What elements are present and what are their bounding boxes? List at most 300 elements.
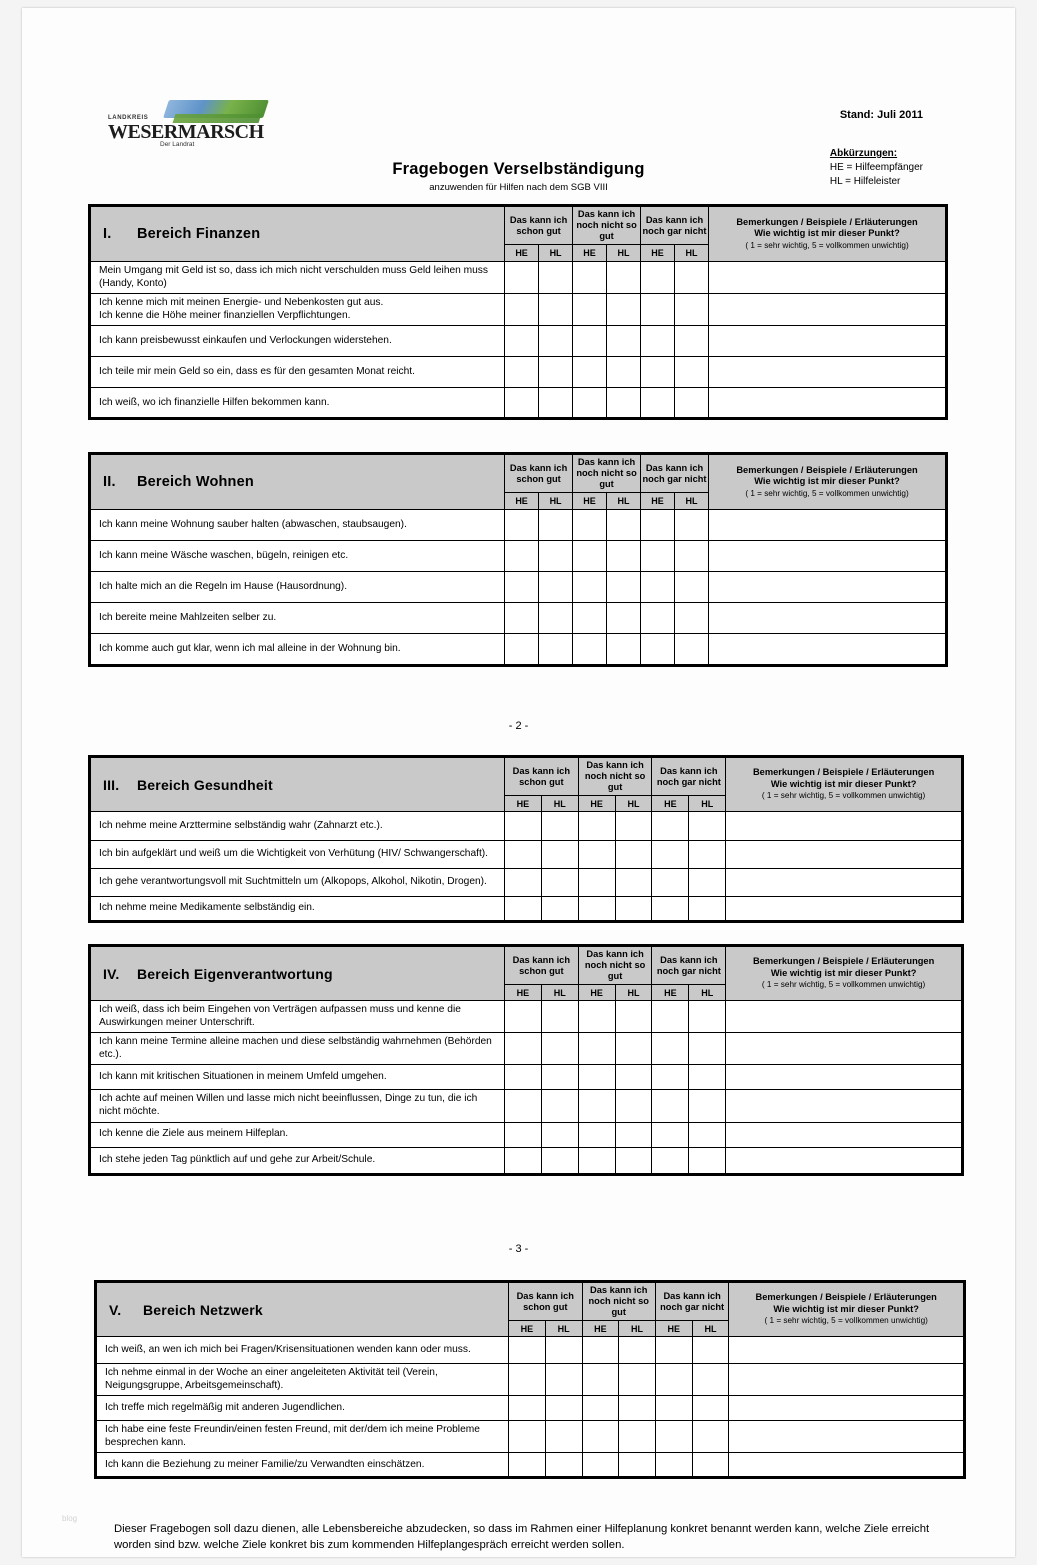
answer-checkbox-cell[interactable] (505, 357, 539, 388)
answer-checkbox-cell[interactable] (582, 1364, 619, 1396)
answer-checkbox-cell[interactable] (652, 1065, 689, 1090)
section-title-cell (97, 1283, 509, 1337)
subcolumn-header-he-3: HE (652, 796, 689, 812)
answer-checkbox-cell[interactable] (539, 294, 573, 326)
remarks-column-header (726, 758, 962, 812)
table-row (91, 841, 962, 869)
question-text: Ich weiß, dass ich beim Eingehen von Verträgen aufpassen muss und kenne die Auswirkungen meiner Unterschrift. (91, 1001, 505, 1033)
answer-checkbox-cell[interactable] (641, 603, 675, 634)
table-row (91, 869, 962, 897)
answer-checkbox-cell[interactable] (578, 1001, 615, 1033)
answer-checkbox-cell[interactable] (652, 812, 689, 841)
answer-checkbox-cell[interactable] (504, 1065, 541, 1090)
table-row (91, 572, 946, 603)
section-number: V. (109, 1301, 122, 1318)
table-row (97, 1364, 964, 1396)
answer-checkbox-cell[interactable] (573, 541, 607, 572)
answer-checkbox-cell[interactable] (578, 897, 615, 921)
answer-checkbox-cell[interactable] (619, 1364, 656, 1396)
answer-checkbox-cell[interactable] (607, 572, 641, 603)
column-header-2: Das kann ich noch nicht so gut (573, 207, 641, 245)
subcolumn-header-hl-3: HL (692, 1321, 729, 1337)
section-header-row (91, 758, 962, 796)
answer-checkbox-cell[interactable] (505, 510, 539, 541)
answer-checkbox-cell[interactable] (655, 1453, 692, 1477)
answer-checkbox-cell[interactable] (641, 388, 675, 418)
answer-checkbox-cell[interactable] (573, 262, 607, 294)
answer-checkbox-cell[interactable] (509, 1421, 546, 1453)
column-header-3: Das kann ich noch gar nicht (641, 455, 709, 493)
table-row (91, 262, 946, 294)
remarks-header-line3: ( 1 = sehr wichtig, 5 = vollkommen unwichtig) (761, 791, 926, 801)
answer-checkbox-cell[interactable] (541, 841, 578, 869)
table-row (91, 357, 946, 388)
section-number: III. (103, 776, 120, 793)
answer-checkbox-cell[interactable] (539, 634, 573, 665)
answer-checkbox-cell[interactable] (539, 262, 573, 294)
section-title: Bereich Netzwerk (143, 1301, 263, 1318)
subcolumn-header-hl-2: HL (607, 493, 641, 510)
table-row (91, 1065, 962, 1090)
section-number: II. (103, 474, 116, 490)
answer-checkbox-cell[interactable] (675, 294, 709, 326)
answer-checkbox-cell[interactable] (615, 869, 652, 897)
remarks-header-line3: ( 1 = sehr wichtig, 5 = vollkommen unwichtig) (745, 488, 909, 498)
answer-checkbox-cell[interactable] (578, 1147, 615, 1173)
subcolumn-header-he-2: HE (578, 796, 615, 812)
question-text: Ich weiß, wo ich finanzielle Hilfen bekommen kann. (91, 388, 505, 418)
answer-checkbox-cell[interactable] (652, 1033, 689, 1065)
subcolumn-header-hl-3: HL (689, 796, 726, 812)
stand-label: Stand: Juli 2011 (839, 109, 923, 121)
answer-checkbox-cell[interactable] (689, 1090, 726, 1122)
column-header-3: Das kann ich noch gar nicht (641, 207, 709, 245)
answer-checkbox-cell[interactable] (615, 1001, 652, 1033)
answer-checkbox-cell[interactable] (578, 1090, 615, 1122)
answer-checkbox-cell[interactable] (545, 1396, 582, 1421)
answer-checkbox-cell[interactable] (504, 1001, 541, 1033)
subcolumn-header-he-3: HE (641, 493, 675, 510)
section-title-cell (91, 207, 505, 262)
answer-checkbox-cell[interactable] (641, 262, 675, 294)
remarks-input-cell[interactable] (726, 1001, 962, 1033)
answer-checkbox-cell[interactable] (573, 294, 607, 326)
answer-checkbox-cell[interactable] (541, 897, 578, 921)
remarks-input-cell[interactable] (726, 869, 962, 897)
answer-checkbox-cell[interactable] (692, 1396, 729, 1421)
answer-checkbox-cell[interactable] (689, 1065, 726, 1090)
answer-checkbox-cell[interactable] (578, 869, 615, 897)
answer-checkbox-cell[interactable] (582, 1396, 619, 1421)
subcolumn-header-hl-3: HL (689, 985, 726, 1001)
answer-checkbox-cell[interactable] (615, 841, 652, 869)
answer-checkbox-cell[interactable] (505, 262, 539, 294)
answer-checkbox-cell[interactable] (675, 388, 709, 418)
answer-checkbox-cell[interactable] (675, 634, 709, 665)
answer-checkbox-cell[interactable] (504, 1090, 541, 1122)
question-text: Ich stehe jeden Tag pünktlich auf und gehe zur Arbeit/Schule. (91, 1147, 505, 1173)
answer-checkbox-cell[interactable] (652, 841, 689, 869)
table-row (91, 1033, 962, 1065)
remarks-input-cell[interactable] (709, 262, 946, 294)
table-row (91, 541, 946, 572)
answer-checkbox-cell[interactable] (615, 1147, 652, 1173)
remarks-input-cell[interactable] (709, 357, 946, 388)
subcolumn-header-hl-1: HL (539, 245, 573, 262)
remarks-column-header (726, 947, 962, 1001)
remarks-input-cell[interactable] (709, 603, 946, 634)
column-header-3: Das kann ich noch gar nicht (655, 1283, 728, 1321)
remarks-header-line2: Wie wichtig ist mir dieser Punkt? (773, 1303, 919, 1314)
table-row (91, 388, 946, 418)
answer-checkbox-cell[interactable] (689, 1033, 726, 1065)
subcolumn-header-hl-2: HL (615, 985, 652, 1001)
answer-checkbox-cell[interactable] (541, 1090, 578, 1122)
subcolumn-header-hl-2: HL (619, 1321, 656, 1337)
answer-checkbox-cell[interactable] (619, 1421, 656, 1453)
answer-checkbox-cell[interactable] (505, 603, 539, 634)
question-text: Ich kenne mich mit meinen Energie- und Nebenkosten gut aus. Ich kenne die Höhe meiner finanziellen Verpflichtungen. (91, 294, 505, 326)
logo-kreis-label: LANDKREIS (108, 115, 149, 121)
answer-checkbox-cell[interactable] (539, 572, 573, 603)
remarks-header-line3: ( 1 = sehr wichtig, 5 = vollkommen unwichtig) (764, 1316, 928, 1326)
answer-checkbox-cell[interactable] (652, 1090, 689, 1122)
answer-checkbox-cell[interactable] (504, 1033, 541, 1065)
remarks-input-cell[interactable] (709, 572, 946, 603)
answer-checkbox-cell[interactable] (652, 869, 689, 897)
remarks-input-cell[interactable] (709, 510, 946, 541)
remarks-column-header (709, 207, 946, 262)
section-title-cell (91, 455, 505, 510)
answer-checkbox-cell[interactable] (578, 1033, 615, 1065)
answer-checkbox-cell[interactable] (619, 1337, 656, 1364)
answer-checkbox-cell[interactable] (675, 603, 709, 634)
remarks-header-line1: Bemerkungen / Beispiele / Erläuterungen (736, 216, 918, 227)
subcolumn-header-he-1: HE (505, 245, 539, 262)
question-text: Ich nehme meine Arzttermine selbständig wahr (Zahnarzt etc.). (91, 812, 505, 841)
remarks-input-cell[interactable] (726, 1033, 962, 1065)
question-text: Ich gehe verantwortungsvoll mit Suchtmitteln um (Alkopops, Alkohol, Nikotin, Drogen). (91, 869, 505, 897)
subcolumn-header-hl-2: HL (607, 245, 641, 262)
remarks-input-cell[interactable] (729, 1421, 964, 1453)
remarks-input-cell[interactable] (709, 294, 946, 326)
section-title: Bereich Wohnen (137, 474, 254, 490)
question-text: Ich nehme einmal in der Woche an einer angeleiteten Aktivität teil (Verein, Neigungsgruppe, Arbeitsgemeinschaft). (97, 1364, 509, 1396)
column-header-3: Das kann ich noch gar nicht (652, 947, 726, 985)
answer-checkbox-cell[interactable] (652, 1001, 689, 1033)
question-text: Ich halte mich an die Regeln im Hause (Hausordnung). (91, 572, 505, 603)
answer-checkbox-cell[interactable] (539, 388, 573, 418)
question-text: Ich weiß, an wen ich mich bei Fragen/Krisensituationen wenden kann oder muss. (97, 1337, 509, 1364)
answer-checkbox-cell[interactable] (675, 510, 709, 541)
answer-checkbox-cell[interactable] (504, 1147, 541, 1173)
answer-checkbox-cell[interactable] (607, 326, 641, 357)
answer-checkbox-cell[interactable] (655, 1364, 692, 1396)
answer-checkbox-cell[interactable] (509, 1396, 546, 1421)
subcolumn-header-he-3: HE (655, 1321, 692, 1337)
question-text: Ich kann preisbewusst einkaufen und Verlockungen widerstehen. (91, 326, 505, 357)
remarks-header-line1: Bemerkungen / Beispiele / Erläuterungen (752, 767, 935, 778)
answer-checkbox-cell[interactable] (675, 262, 709, 294)
remarks-input-cell[interactable] (709, 326, 946, 357)
answer-checkbox-cell[interactable] (573, 388, 607, 418)
column-header-2: Das kann ich noch nicht so gut (582, 1283, 655, 1321)
remarks-input-cell[interactable] (726, 812, 962, 841)
answer-checkbox-cell[interactable] (689, 897, 726, 921)
table-row (91, 326, 946, 357)
answer-checkbox-cell[interactable] (541, 1147, 578, 1173)
answer-checkbox-cell[interactable] (582, 1337, 619, 1364)
question-text: Ich kann meine Termine alleine machen und diese selbständig wahrnehmen (Behörden etc.). (91, 1033, 505, 1065)
answer-checkbox-cell[interactable] (615, 897, 652, 921)
answer-checkbox-cell[interactable] (539, 357, 573, 388)
subcolumn-header-he-3: HE (641, 245, 675, 262)
table-row (91, 1147, 962, 1173)
answer-checkbox-cell[interactable] (539, 510, 573, 541)
answer-checkbox-cell[interactable] (505, 634, 539, 665)
column-header-1: Das kann ich schon gut (504, 758, 578, 796)
question-text: Ich kann die Beziehung zu meiner Familie/zu Verwandten einschätzen. (97, 1453, 509, 1477)
remarks-header-line2: Wie wichtig ist mir dieser Punkt? (770, 778, 917, 789)
answer-checkbox-cell[interactable] (641, 357, 675, 388)
remarks-input-cell[interactable] (726, 841, 962, 869)
answer-checkbox-cell[interactable] (505, 388, 539, 418)
table-row (91, 812, 962, 841)
answer-checkbox-cell[interactable] (509, 1453, 546, 1477)
footnote-text: Dieser Fragebogen soll dazu dienen, alle Lebensbereiche abzudecken, so dass im Rahmen einer Hilfeplanung konkret benannt werden kann, welche Ziele erreicht worden sind bzw. welche Ziele konkret bis zum kommenden Hilfeplangespräch erreicht werden sollen. (114, 1523, 930, 1551)
subcolumn-header-he-2: HE (573, 493, 607, 510)
answer-checkbox-cell[interactable] (545, 1453, 582, 1477)
answer-checkbox-cell[interactable] (615, 1090, 652, 1122)
remarks-header-line3: ( 1 = sehr wichtig, 5 = vollkommen unwichtig) (745, 240, 909, 250)
answer-checkbox-cell[interactable] (545, 1337, 582, 1364)
answer-checkbox-cell[interactable] (675, 326, 709, 357)
question-text: Ich achte auf meinen Willen und lasse mich nicht beeinflussen, Dinge zu tun, die ich nicht möchte. (91, 1090, 505, 1122)
section-number: IV. (103, 965, 120, 982)
column-header-2: Das kann ich noch nicht so gut (573, 455, 641, 493)
answer-checkbox-cell[interactable] (504, 812, 541, 841)
logo-name-label: WESERMARSCH (108, 121, 264, 143)
answer-checkbox-cell[interactable] (675, 541, 709, 572)
answer-checkbox-cell[interactable] (541, 1001, 578, 1033)
answer-checkbox-cell[interactable] (641, 326, 675, 357)
remarks-input-cell[interactable] (729, 1453, 964, 1477)
answer-checkbox-cell[interactable] (692, 1364, 729, 1396)
table-row (91, 294, 946, 326)
table-row (91, 897, 962, 921)
question-text: Mein Umgang mit Geld ist so, dass ich mich nicht verschulden muss Geld leihen muss (Handy, Konto) (91, 262, 505, 294)
answer-checkbox-cell[interactable] (505, 541, 539, 572)
answer-checkbox-cell[interactable] (541, 1065, 578, 1090)
answer-checkbox-cell[interactable] (619, 1396, 656, 1421)
answer-checkbox-cell[interactable] (675, 572, 709, 603)
remarks-header-line2: Wie wichtig ist mir dieser Punkt? (770, 967, 917, 978)
answer-checkbox-cell[interactable] (573, 326, 607, 357)
answer-checkbox-cell[interactable] (652, 1122, 689, 1147)
table-row (91, 510, 946, 541)
answer-checkbox-cell[interactable] (689, 1147, 726, 1173)
answer-checkbox-cell[interactable] (607, 294, 641, 326)
answer-checkbox-cell[interactable] (573, 634, 607, 665)
remarks-input-cell[interactable] (729, 1396, 964, 1421)
answer-checkbox-cell[interactable] (509, 1337, 546, 1364)
answer-checkbox-cell[interactable] (545, 1421, 582, 1453)
section-header-row (91, 207, 946, 245)
answer-checkbox-cell[interactable] (652, 897, 689, 921)
remarks-input-cell[interactable] (709, 388, 946, 418)
answer-checkbox-cell[interactable] (675, 357, 709, 388)
section-header-row (91, 947, 962, 985)
subcolumn-header-hl-3: HL (675, 245, 709, 262)
section-header-row (91, 455, 946, 493)
answer-checkbox-cell[interactable] (582, 1453, 619, 1477)
answer-checkbox-cell[interactable] (607, 541, 641, 572)
answer-checkbox-cell[interactable] (573, 510, 607, 541)
answer-checkbox-cell[interactable] (607, 634, 641, 665)
answer-checkbox-cell[interactable] (689, 1001, 726, 1033)
subcolumn-header-hl-1: HL (539, 493, 573, 510)
answer-checkbox-cell[interactable] (539, 603, 573, 634)
answer-checkbox-cell[interactable] (689, 1122, 726, 1147)
answer-checkbox-cell[interactable] (504, 897, 541, 921)
question-text: Ich kann mit kritischen Situationen in meinem Umfeld umgehen. (91, 1065, 505, 1090)
answer-checkbox-cell[interactable] (504, 841, 541, 869)
answer-checkbox-cell[interactable] (582, 1421, 619, 1453)
section-block-bereich-wohnen (88, 452, 948, 667)
column-header-1: Das kann ich schon gut (505, 455, 573, 493)
question-text: Ich kann meine Wohnung sauber halten (abwaschen, staubsaugen). (91, 510, 505, 541)
remarks-input-cell[interactable] (709, 634, 946, 665)
answer-checkbox-cell[interactable] (655, 1421, 692, 1453)
answer-checkbox-cell[interactable] (578, 812, 615, 841)
answer-checkbox-cell[interactable] (655, 1396, 692, 1421)
section-title: Bereich Finanzen (137, 226, 261, 242)
answer-checkbox-cell[interactable] (578, 1065, 615, 1090)
answer-checkbox-cell[interactable] (641, 294, 675, 326)
answer-checkbox-cell[interactable] (641, 634, 675, 665)
remarks-input-cell[interactable] (726, 897, 962, 921)
answer-checkbox-cell[interactable] (692, 1453, 729, 1477)
remarks-input-cell[interactable] (729, 1337, 964, 1364)
answer-checkbox-cell[interactable] (689, 869, 726, 897)
remarks-header-line1: Bemerkungen / Beispiele / Erläuterungen (752, 956, 935, 967)
answer-checkbox-cell[interactable] (505, 294, 539, 326)
section-title: Bereich Gesundheit (137, 776, 273, 793)
answer-checkbox-cell[interactable] (615, 1122, 652, 1147)
answer-checkbox-cell[interactable] (641, 572, 675, 603)
table-row (91, 1122, 962, 1147)
subcolumn-header-hl-1: HL (541, 796, 578, 812)
answer-checkbox-cell[interactable] (573, 603, 607, 634)
subcolumn-header-hl-2: HL (615, 796, 652, 812)
answer-checkbox-cell[interactable] (615, 1065, 652, 1090)
page-mark-3: - 3 - (508, 1243, 529, 1255)
answer-checkbox-cell[interactable] (607, 603, 641, 634)
answer-checkbox-cell[interactable] (505, 326, 539, 357)
answer-checkbox-cell[interactable] (692, 1337, 729, 1364)
question-text: Ich bin aufgeklärt und weiß um die Wichtigkeit von Verhütung (HIV/ Schwangerschaft). (91, 841, 505, 869)
remarks-input-cell[interactable] (726, 1122, 962, 1147)
answer-checkbox-cell[interactable] (505, 572, 539, 603)
subcolumn-header-he-3: HE (652, 985, 689, 1001)
column-header-2: Das kann ich noch nicht so gut (578, 947, 652, 985)
answer-checkbox-cell[interactable] (539, 326, 573, 357)
answer-checkbox-cell[interactable] (539, 541, 573, 572)
subcolumn-header-he-1: HE (509, 1321, 546, 1337)
remarks-column-header (709, 455, 946, 510)
answer-checkbox-cell[interactable] (541, 1122, 578, 1147)
answer-checkbox-cell[interactable] (578, 841, 615, 869)
table-row (97, 1421, 964, 1453)
remarks-input-cell[interactable] (726, 1090, 962, 1122)
answer-checkbox-cell[interactable] (541, 812, 578, 841)
remarks-column-header (729, 1283, 964, 1337)
remarks-input-cell[interactable] (726, 1065, 962, 1090)
answer-checkbox-cell[interactable] (655, 1337, 692, 1364)
answer-checkbox-cell[interactable] (641, 510, 675, 541)
answer-checkbox-cell[interactable] (607, 357, 641, 388)
question-text: Ich teile mir mein Geld so ein, dass es für den gesamten Monat reicht. (91, 357, 505, 388)
section-block-bereich-netzwerk (94, 1280, 966, 1479)
answer-checkbox-cell[interactable] (641, 541, 675, 572)
table-row (97, 1396, 964, 1421)
abbreviation-hl: HL = Hilfeleister (829, 176, 901, 187)
answer-checkbox-cell[interactable] (504, 869, 541, 897)
question-text: Ich treffe mich regelmäßig mit anderen Jugendlichen. (97, 1396, 509, 1421)
page-title (22, 160, 1015, 193)
table-row (91, 1001, 962, 1033)
abbreviation-he: HE = Hilfeempfänger (829, 162, 923, 173)
document-header (22, 8, 1015, 193)
answer-checkbox-cell[interactable] (607, 262, 641, 294)
answer-checkbox-cell[interactable] (652, 1147, 689, 1173)
answer-checkbox-cell[interactable] (607, 510, 641, 541)
answer-checkbox-cell[interactable] (615, 1033, 652, 1065)
question-text: Ich komme auch gut klar, wenn ich mal alleine in der Wohnung bin. (91, 634, 505, 665)
section-block-bereich-finanzen (88, 204, 948, 420)
answer-checkbox-cell[interactable] (541, 1033, 578, 1065)
answer-checkbox-cell[interactable] (689, 841, 726, 869)
answer-checkbox-cell[interactable] (509, 1364, 546, 1396)
section-title-cell (91, 947, 505, 1001)
answer-checkbox-cell[interactable] (619, 1453, 656, 1477)
column-header-1: Das kann ich schon gut (505, 207, 573, 245)
logo-sub-label: Der Landrat (160, 141, 195, 148)
remarks-input-cell[interactable] (726, 1147, 962, 1173)
document-sheet (22, 8, 1015, 1557)
subcolumn-header-hl-1: HL (545, 1321, 582, 1337)
answer-checkbox-cell[interactable] (615, 812, 652, 841)
subcolumn-header-he-2: HE (578, 985, 615, 1001)
remarks-input-cell[interactable] (729, 1364, 964, 1396)
section-title-cell (91, 758, 505, 812)
answer-checkbox-cell[interactable] (541, 869, 578, 897)
answer-checkbox-cell[interactable] (692, 1421, 729, 1453)
subcolumn-header-hl-3: HL (675, 493, 709, 510)
abbreviations-title: Abkürzungen: (829, 148, 898, 159)
answer-checkbox-cell[interactable] (689, 812, 726, 841)
column-header-1: Das kann ich schon gut (509, 1283, 582, 1321)
answer-checkbox-cell[interactable] (578, 1122, 615, 1147)
answer-checkbox-cell[interactable] (607, 388, 641, 418)
answer-checkbox-cell[interactable] (573, 357, 607, 388)
question-text: Ich habe eine feste Freundin/einen festen Freund, mit der/dem ich meine Probleme besprechen kann. (97, 1421, 509, 1453)
answer-checkbox-cell[interactable] (573, 572, 607, 603)
remarks-input-cell[interactable] (709, 541, 946, 572)
answer-checkbox-cell[interactable] (504, 1122, 541, 1147)
table-row (91, 1090, 962, 1122)
answer-checkbox-cell[interactable] (545, 1364, 582, 1396)
